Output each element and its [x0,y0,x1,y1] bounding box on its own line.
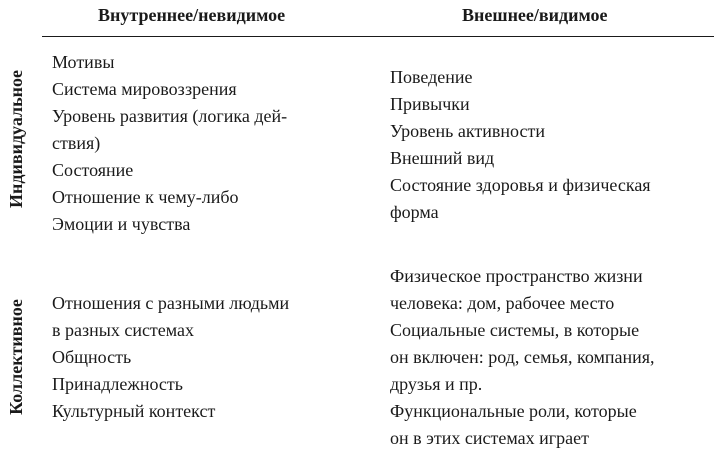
cell-line: он в этих системах играет [390,428,589,448]
cell-line: Мотивы [52,52,115,72]
cell-line: Эмоции и чувства [52,214,191,234]
cell-line: друзья и пр. [390,374,483,394]
cell-line: Отношение к чему-либо [52,187,239,207]
cell-line: Общность [52,347,132,367]
column-header-inner: Внутреннее/невидимое [98,5,286,25]
cell-line: Физическое пространство жизни [390,266,643,286]
cell-line: в разных системах [52,320,195,340]
cell-line: человека: дом, рабочее место [390,293,615,313]
cell-line: Поведение [390,67,473,87]
cell-collective-outer [390,263,715,452]
cell-line: Принадлежность [52,374,183,394]
cell-line: Состояние здоровья и физическая [390,175,651,195]
cell-collective-inner [52,290,352,425]
cell-line: Уровень активности [390,121,545,141]
header-rule [42,36,714,37]
column-header-outer: Внешнее/видимое [462,5,608,25]
cell-line: Привычки [390,94,470,114]
cell-individual-outer [390,64,715,226]
cell-individual-inner [52,49,342,238]
cell-line: Система мировоззрения [52,79,237,99]
cell-line: ствия) [52,133,101,153]
cell-line: Отношения с разными людьми [52,293,290,313]
cell-line: Внешний вид [390,148,495,168]
cell-line: Состояние [52,160,134,180]
cell-line: Уровень развития (логика дей- [52,106,288,126]
row-label-individual: Индивидуальное [6,70,26,208]
cell-line: Социальные системы, в которые [390,320,640,340]
cell-line: Функциональные роли, которые [390,401,637,421]
cell-line: он включен: род, семья, компания, [390,347,655,367]
row-label-collective: Коллективное [6,299,26,415]
cell-line: Культурный контекст [52,401,216,421]
cell-line: форма [390,202,439,222]
